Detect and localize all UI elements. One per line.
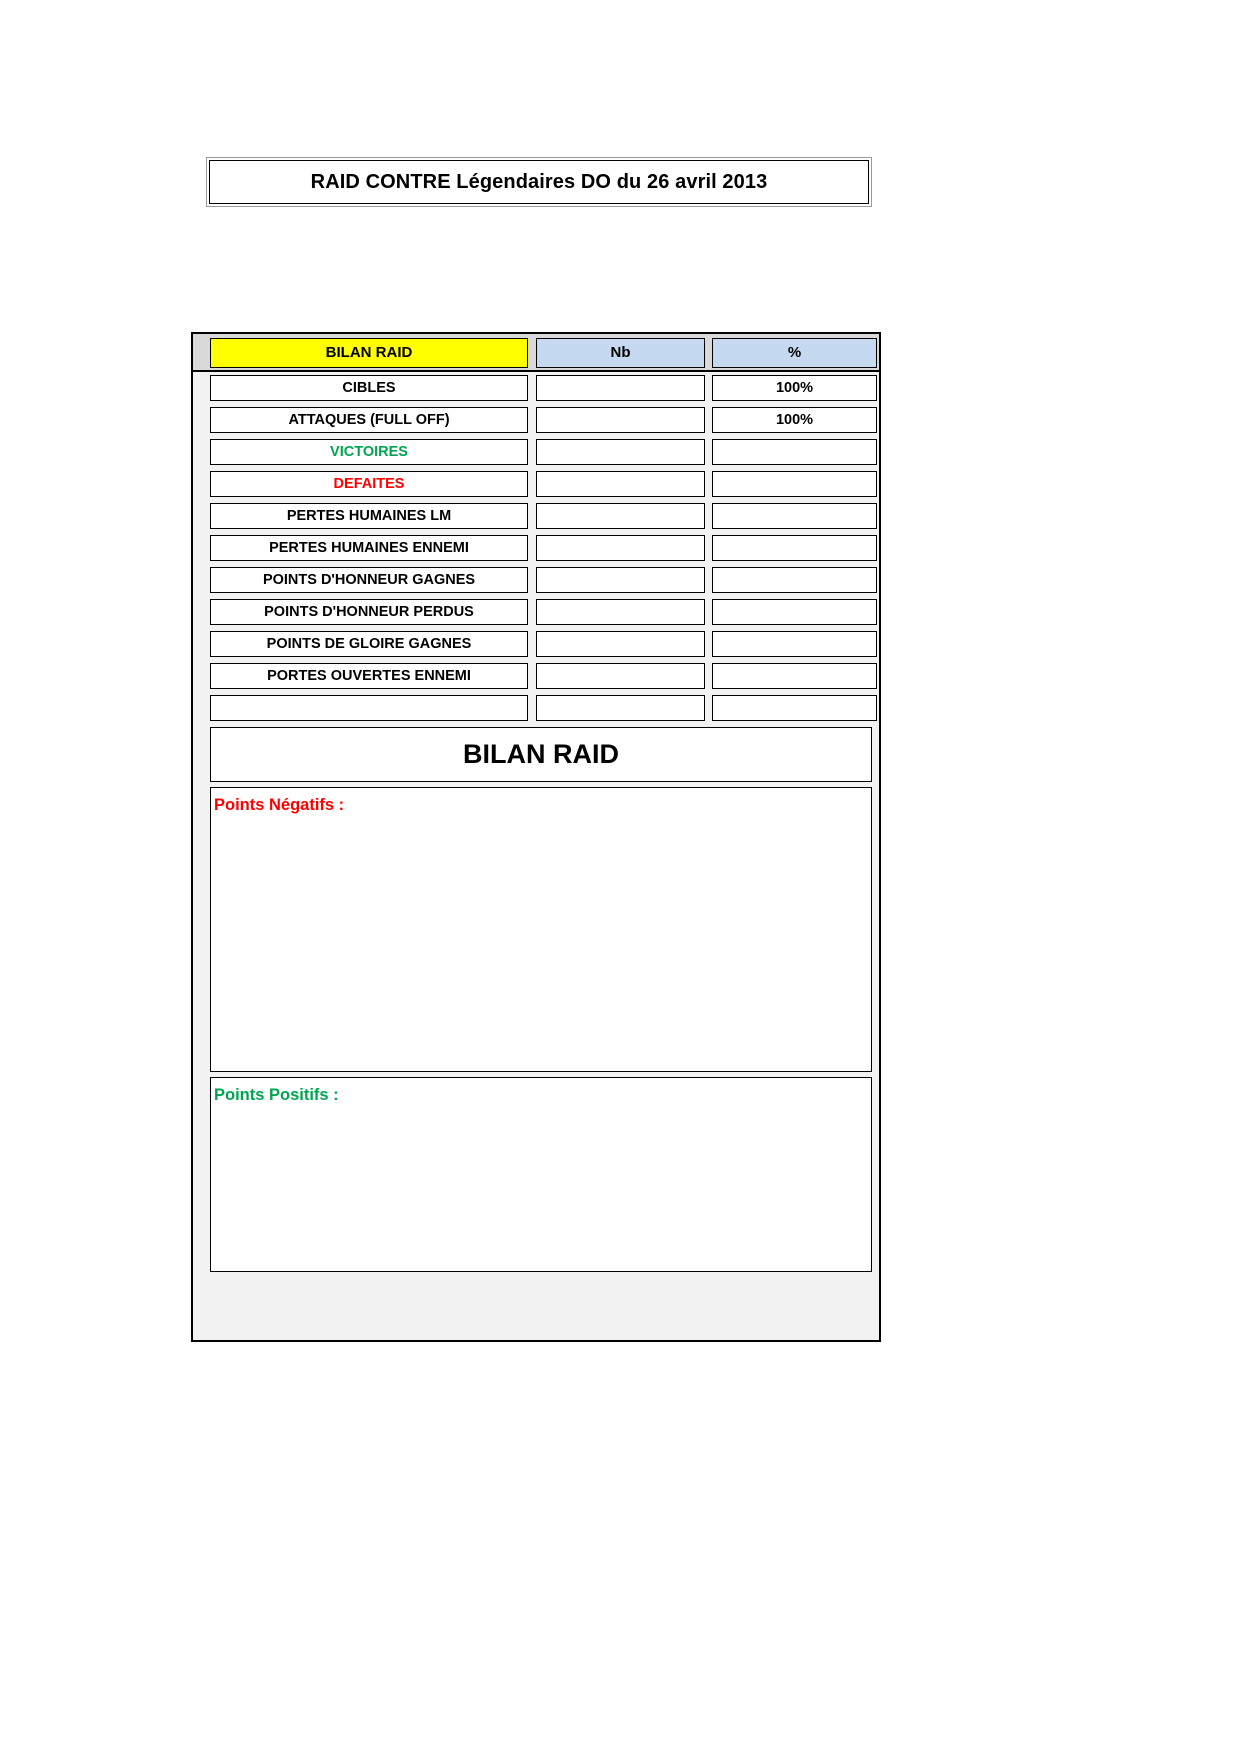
row-label-cell: POINTS D'HONNEUR GAGNES: [210, 567, 528, 593]
table-row: [210, 535, 872, 561]
table-row: [210, 439, 872, 465]
row-label-cell: DEFAITES: [210, 471, 528, 497]
table-row: [210, 663, 872, 689]
table-row: [210, 695, 872, 721]
points-positifs-box[interactable]: [210, 1077, 872, 1272]
bilan-raid-band-title: BILAN RAID: [463, 739, 619, 769]
row-percent-cell[interactable]: 100%: [712, 407, 877, 433]
row-nb-cell[interactable]: [536, 535, 705, 561]
row-percent-cell[interactable]: [712, 631, 877, 657]
row-percent-cell[interactable]: [712, 471, 877, 497]
row-percent-cell[interactable]: [712, 599, 877, 625]
row-nb-cell[interactable]: [536, 567, 705, 593]
table-row: [210, 631, 872, 657]
row-nb-cell[interactable]: [536, 375, 705, 401]
table-row: [210, 567, 872, 593]
bilan-raid-band: [210, 727, 872, 782]
column-header-percent: %: [712, 338, 877, 368]
column-header-nb: Nb: [536, 338, 705, 368]
row-label-cell: PERTES HUMAINES LM: [210, 503, 528, 529]
row-label-cell: PORTES OUVERTES ENNEMI: [210, 663, 528, 689]
points-positifs-heading: Points Positifs :: [214, 1086, 339, 1104]
table-row: [210, 375, 872, 401]
table-row: [210, 471, 872, 497]
row-percent-cell[interactable]: [712, 503, 877, 529]
bilan-raid-sheet: [191, 332, 881, 1342]
row-label-cell: CIBLES: [210, 375, 528, 401]
row-nb-cell[interactable]: [536, 631, 705, 657]
row-nb-cell[interactable]: [536, 695, 705, 721]
row-percent-cell[interactable]: 100%: [712, 375, 877, 401]
page-title: RAID CONTRE Légendaires DO du 26 avril 2013: [310, 170, 768, 193]
points-negatifs-box[interactable]: [210, 787, 872, 1072]
row-nb-cell[interactable]: [536, 599, 705, 625]
row-nb-cell[interactable]: [536, 503, 705, 529]
row-label-cell: ATTAQUES (FULL OFF): [210, 407, 528, 433]
row-percent-cell[interactable]: [712, 567, 877, 593]
row-percent-cell[interactable]: [712, 663, 877, 689]
table-row: [210, 407, 872, 433]
table-body: [193, 372, 879, 721]
row-nb-cell[interactable]: [536, 407, 705, 433]
row-label-cell: [210, 695, 528, 721]
row-label-cell: POINTS DE GLOIRE GAGNES: [210, 631, 528, 657]
row-label-cell: POINTS D'HONNEUR PERDUS: [210, 599, 528, 625]
row-label-cell: PERTES HUMAINES ENNEMI: [210, 535, 528, 561]
row-nb-cell[interactable]: [536, 471, 705, 497]
document-title-banner: [206, 157, 872, 207]
column-header-bilan-raid: BILAN RAID: [210, 338, 528, 368]
points-negatifs-heading: Points Négatifs :: [214, 796, 345, 814]
table-row: [210, 599, 872, 625]
row-percent-cell[interactable]: [712, 439, 877, 465]
document-title-banner-inner: [209, 160, 869, 204]
row-label-cell: VICTOIRES: [210, 439, 528, 465]
row-percent-cell[interactable]: [712, 535, 877, 561]
row-nb-cell[interactable]: [536, 663, 705, 689]
table-header-row: [193, 334, 879, 372]
table-row: [210, 503, 872, 529]
row-nb-cell[interactable]: [536, 439, 705, 465]
row-percent-cell[interactable]: [712, 695, 877, 721]
